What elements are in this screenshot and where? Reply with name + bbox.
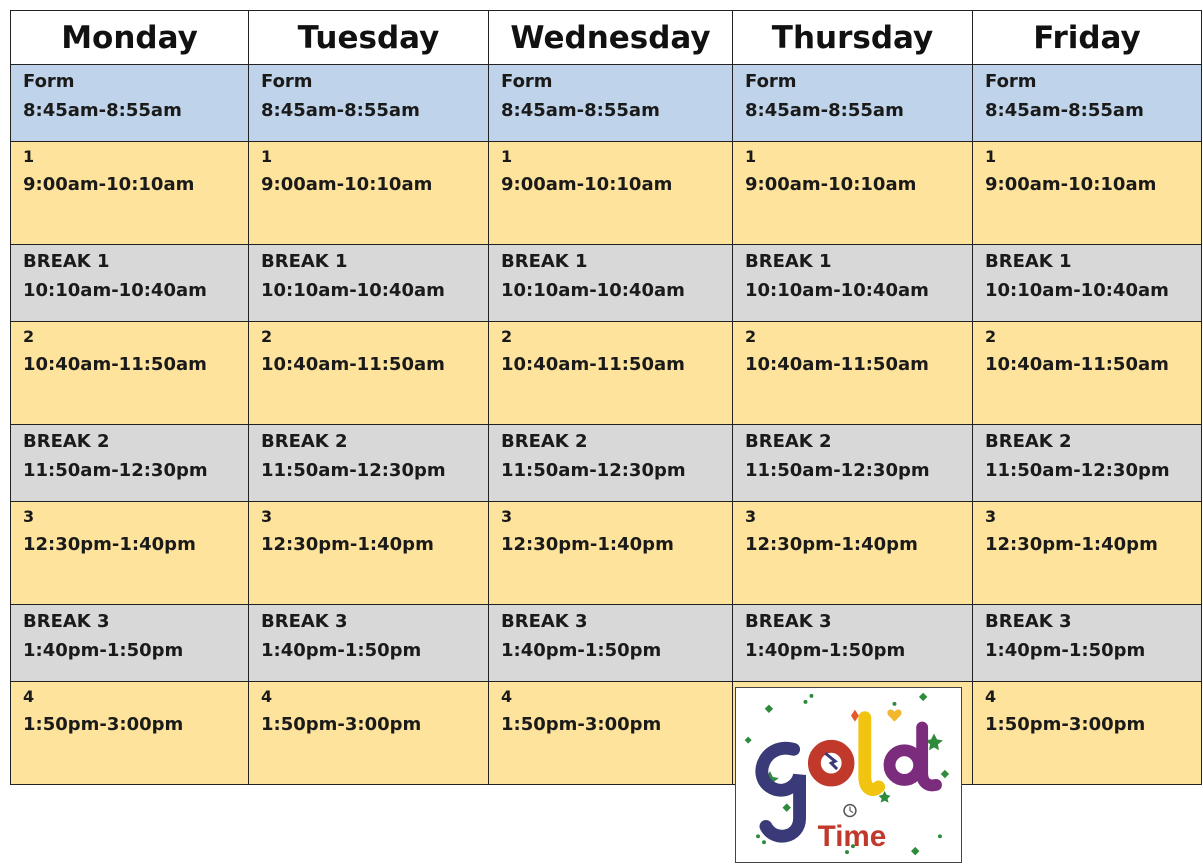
slot-cell-monday-1 xyxy=(11,65,249,142)
slot-time: 10:40am-11:50am xyxy=(985,354,1169,375)
slot-cell-monday-4 xyxy=(11,322,249,425)
slot-label: BREAK 3 xyxy=(985,611,1072,632)
slot-cell-tuesday-8 xyxy=(249,682,489,785)
slot-time: 1:50pm-3:00pm xyxy=(501,714,662,735)
slot-label: 3 xyxy=(985,507,997,526)
slot-cell-friday-7 xyxy=(973,605,1202,682)
slot-label: 1 xyxy=(985,147,997,166)
slot-label: BREAK 1 xyxy=(745,251,832,272)
slot-cell-friday-6 xyxy=(973,502,1202,605)
slot-label: Form xyxy=(23,71,75,92)
slot-cell-monday-3 xyxy=(11,245,249,322)
slot-label: BREAK 3 xyxy=(261,611,348,632)
slot-cell-thursday-4 xyxy=(733,322,973,425)
slot-label: 1 xyxy=(261,147,273,166)
gold-time-logo-image xyxy=(736,688,961,862)
slot-time: 1:50pm-3:00pm xyxy=(985,714,1146,735)
slot-label: BREAK 1 xyxy=(985,251,1072,272)
slot-label: BREAK 3 xyxy=(745,611,832,632)
slot-time: 8:45am-8:55am xyxy=(501,100,660,121)
slot-cell-thursday-1 xyxy=(733,65,973,142)
timetable-row-4 xyxy=(11,322,1202,425)
slot-label: 2 xyxy=(985,327,997,346)
slot-cell-tuesday-7 xyxy=(249,605,489,682)
slot-label: 4 xyxy=(985,687,997,706)
slot-cell-wednesday-6 xyxy=(489,502,733,605)
timetable-grid xyxy=(10,10,1202,785)
slot-label: BREAK 2 xyxy=(501,431,588,452)
slot-time: 12:30pm-1:40pm xyxy=(745,534,918,555)
slot-time: 10:10am-10:40am xyxy=(985,280,1169,301)
slot-time: 10:40am-11:50am xyxy=(745,354,929,375)
slot-cell-friday-1 xyxy=(973,65,1202,142)
slot-label: BREAK 2 xyxy=(985,431,1072,452)
day-header-friday: Friday xyxy=(973,11,1202,65)
slot-cell-thursday-2 xyxy=(733,142,973,245)
slot-label: 1 xyxy=(501,147,513,166)
gold-time-logo xyxy=(735,687,962,863)
slot-label: 4 xyxy=(23,687,35,706)
timetable-row-3 xyxy=(11,245,1202,322)
slot-label: 3 xyxy=(261,507,273,526)
timetable-row-2 xyxy=(11,142,1202,245)
slot-cell-monday-2 xyxy=(11,142,249,245)
slot-cell-thursday-3 xyxy=(733,245,973,322)
slot-label: 3 xyxy=(501,507,513,526)
slot-cell-tuesday-3 xyxy=(249,245,489,322)
slot-time: 11:50am-12:30pm xyxy=(23,460,208,481)
timetable-row-8 xyxy=(11,682,1202,785)
slot-cell-wednesday-4 xyxy=(489,322,733,425)
slot-time: 1:50pm-3:00pm xyxy=(23,714,184,735)
slot-cell-tuesday-4 xyxy=(249,322,489,425)
weekly-timetable xyxy=(10,10,1201,802)
day-header-wednesday: Wednesday xyxy=(489,11,733,65)
slot-label: BREAK 2 xyxy=(745,431,832,452)
day-header-thursday: Thursday xyxy=(733,11,973,65)
slot-cell-wednesday-5 xyxy=(489,425,733,502)
slot-cell-thursday-7 xyxy=(733,605,973,682)
slot-time: 10:10am-10:40am xyxy=(745,280,929,301)
slot-time: 10:40am-11:50am xyxy=(23,354,207,375)
slot-label: BREAK 1 xyxy=(501,251,588,272)
slot-time: 9:00am-10:10am xyxy=(745,174,917,195)
slot-time: 8:45am-8:55am xyxy=(23,100,182,121)
slot-cell-monday-5 xyxy=(11,425,249,502)
slot-label: 1 xyxy=(745,147,757,166)
slot-cell-friday-5 xyxy=(973,425,1202,502)
slot-time: 9:00am-10:10am xyxy=(985,174,1157,195)
day-header-row xyxy=(11,11,1202,65)
slot-label: 4 xyxy=(501,687,513,706)
slot-time: 1:50pm-3:00pm xyxy=(261,714,422,735)
slot-label: 2 xyxy=(261,327,273,346)
slot-time: 8:45am-8:55am xyxy=(985,100,1144,121)
slot-cell-monday-8 xyxy=(11,682,249,785)
slot-cell-wednesday-1 xyxy=(489,65,733,142)
slot-time: 8:45am-8:55am xyxy=(745,100,904,121)
slot-time: 1:40pm-1:50pm xyxy=(261,640,422,661)
slot-time: 10:40am-11:50am xyxy=(261,354,445,375)
slot-cell-friday-4 xyxy=(973,322,1202,425)
slot-label: Form xyxy=(985,71,1037,92)
timetable-row-6 xyxy=(11,502,1202,605)
slot-cell-tuesday-5 xyxy=(249,425,489,502)
slot-cell-thursday-6 xyxy=(733,502,973,605)
slot-time: 11:50am-12:30pm xyxy=(745,460,930,481)
slot-time: 1:40pm-1:50pm xyxy=(501,640,662,661)
slot-time: 10:10am-10:40am xyxy=(23,280,207,301)
logo-time-text: Time xyxy=(817,820,887,854)
slot-time: 9:00am-10:10am xyxy=(261,174,433,195)
slot-cell-friday-2 xyxy=(973,142,1202,245)
slot-time: 8:45am-8:55am xyxy=(261,100,420,121)
slot-label: 4 xyxy=(261,687,273,706)
slot-label: BREAK 2 xyxy=(261,431,348,452)
day-header-tuesday: Tuesday xyxy=(249,11,489,65)
slot-label: Form xyxy=(261,71,313,92)
slot-cell-wednesday-7 xyxy=(489,605,733,682)
slot-time: 12:30pm-1:40pm xyxy=(261,534,434,555)
slot-label: BREAK 1 xyxy=(261,251,348,272)
slot-label: BREAK 3 xyxy=(23,611,110,632)
slot-cell-tuesday-1 xyxy=(249,65,489,142)
slot-label: 2 xyxy=(501,327,513,346)
slot-time: 11:50am-12:30pm xyxy=(501,460,686,481)
slot-time: 11:50am-12:30pm xyxy=(261,460,446,481)
slot-cell-wednesday-2 xyxy=(489,142,733,245)
slot-cell-thursday-5 xyxy=(733,425,973,502)
slot-cell-monday-6 xyxy=(11,502,249,605)
timetable-row-5 xyxy=(11,425,1202,502)
slot-cell-wednesday-8 xyxy=(489,682,733,785)
timetable-row-1 xyxy=(11,65,1202,142)
slot-label: 2 xyxy=(745,327,757,346)
slot-time: 10:10am-10:40am xyxy=(261,280,445,301)
slot-time: 12:30pm-1:40pm xyxy=(501,534,674,555)
slot-time: 1:40pm-1:50pm xyxy=(745,640,906,661)
slot-label: Form xyxy=(745,71,797,92)
slot-time: 12:30pm-1:40pm xyxy=(985,534,1158,555)
slot-cell-friday-3 xyxy=(973,245,1202,322)
slot-cell-tuesday-6 xyxy=(249,502,489,605)
slot-label: BREAK 2 xyxy=(23,431,110,452)
day-header-monday: Monday xyxy=(11,11,249,65)
slot-label: BREAK 1 xyxy=(23,251,110,272)
slot-label: 3 xyxy=(745,507,757,526)
slot-time: 9:00am-10:10am xyxy=(501,174,673,195)
slot-label: 1 xyxy=(23,147,35,166)
slot-cell-monday-7 xyxy=(11,605,249,682)
slot-time: 10:40am-11:50am xyxy=(501,354,685,375)
slot-time: 1:40pm-1:50pm xyxy=(23,640,184,661)
slot-label: BREAK 3 xyxy=(501,611,588,632)
slot-time: 9:00am-10:10am xyxy=(23,174,195,195)
timetable-body xyxy=(11,65,1202,785)
slot-time: 10:10am-10:40am xyxy=(501,280,685,301)
slot-label: Form xyxy=(501,71,553,92)
slot-cell-tuesday-2 xyxy=(249,142,489,245)
slot-time: 11:50am-12:30pm xyxy=(985,460,1170,481)
slot-time: 12:30pm-1:40pm xyxy=(23,534,196,555)
slot-cell-wednesday-3 xyxy=(489,245,733,322)
slot-time: 1:40pm-1:50pm xyxy=(985,640,1146,661)
slot-label: 3 xyxy=(23,507,35,526)
slot-cell-friday-8 xyxy=(973,682,1202,785)
timetable-row-7 xyxy=(11,605,1202,682)
slot-label: 2 xyxy=(23,327,35,346)
